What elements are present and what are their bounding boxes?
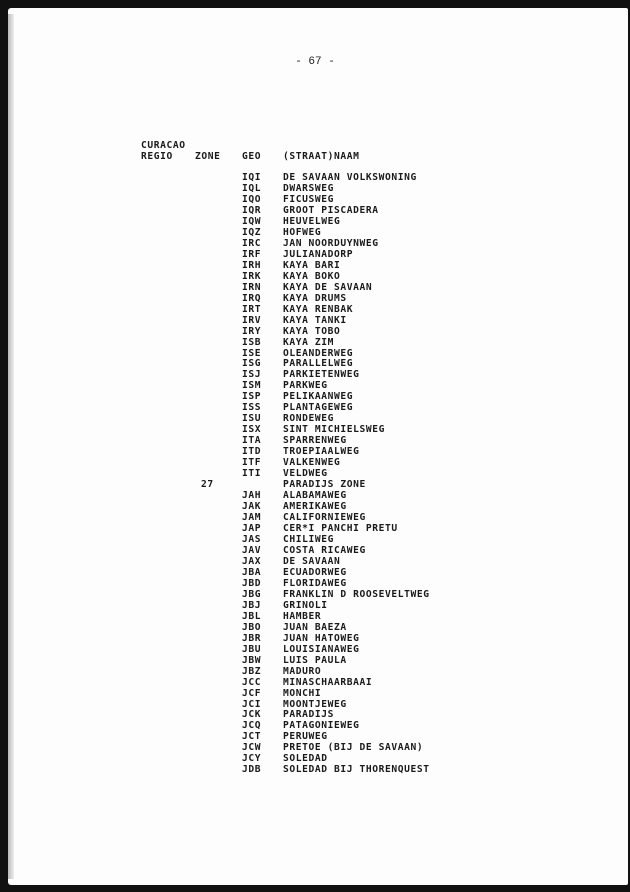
table-row (0, 338, 630, 349)
cell-geo: JBR (242, 632, 262, 644)
cell-geo: JCI (242, 698, 262, 710)
cell-naam: JAN NOORDUYNWEG (283, 237, 379, 249)
cell-naam: CHILIWEG (283, 533, 335, 545)
cell-naam: HEUVELWEG (283, 215, 341, 227)
cell-geo: JBW (242, 654, 262, 666)
cell-geo: ISM (242, 380, 262, 392)
cell-geo: JAP (242, 523, 262, 534)
cell-geo: ISE (242, 347, 262, 359)
cell-geo: IRF (242, 248, 262, 260)
cell-zone: 27 (201, 479, 214, 491)
cell-geo: IRC (242, 237, 262, 249)
cell-geo: IQL (242, 182, 262, 194)
cell-geo: ISS (242, 402, 262, 414)
table-row (0, 689, 630, 700)
table-row (0, 305, 630, 316)
cell-geo: IQR (242, 204, 262, 216)
cell-naam: ALABAMAWEG (283, 490, 347, 502)
cell-naam: CER*I PANCHI PRETU (283, 523, 398, 534)
cell-naam: HAMBER (283, 610, 322, 622)
cell-geo: IRN (242, 281, 262, 293)
street-table (0, 173, 630, 776)
cell-geo: JCC (242, 676, 262, 688)
cell-geo: IRK (242, 270, 262, 282)
cell-geo: JBD (242, 577, 262, 589)
table-row (0, 316, 630, 327)
table-row (0, 327, 630, 338)
cell-naam: MADURO (283, 665, 322, 677)
cell-naam: KAYA RENBAK (283, 303, 354, 315)
cell-naam: JUAN HATOWEG (283, 632, 360, 644)
cell-geo: ISP (242, 391, 262, 403)
cell-geo: ITA (242, 435, 262, 447)
cell-geo: JAX (242, 555, 262, 567)
cell-naam: MOONTJEWEG (283, 698, 347, 710)
cell-naam: DE SAVAAN (283, 555, 341, 567)
cell-geo: JBJ (242, 599, 262, 611)
cell-naam: DE SAVAAN VOLKSWONING (283, 172, 417, 183)
cell-geo: IQW (242, 215, 262, 227)
cell-naam: SPARRENWEG (283, 435, 347, 447)
cell-geo: JAH (242, 490, 262, 502)
table-row (0, 294, 630, 305)
table-row (0, 765, 630, 776)
cell-geo: IRY (242, 325, 262, 337)
cell-naam: CALIFORNIEWEG (283, 512, 366, 524)
cell-geo: ITF (242, 457, 262, 469)
table-row (0, 667, 630, 678)
table-row (0, 678, 630, 689)
cell-geo: JCY (242, 753, 262, 765)
cell-geo: ITD (242, 446, 262, 458)
cell-geo: JBL (242, 610, 262, 622)
cell-naam: TROEPIAALWEG (283, 446, 360, 458)
cell-naam: ECUADORWEG (283, 566, 347, 578)
cell-geo: IQZ (242, 226, 262, 238)
cell-geo: ISJ (242, 369, 262, 381)
cell-naam: DWARSWEG (283, 182, 335, 194)
cell-naam: VELDWEG (283, 468, 328, 480)
cell-geo: ISU (242, 413, 262, 425)
cell-naam: SINT MICHIELSWEG (283, 424, 386, 436)
cell-geo: IQI (242, 172, 262, 183)
cell-naam: PERUWEG (283, 731, 328, 743)
cell-geo: JBO (242, 621, 262, 633)
cell-naam: OLEANDERWEG (283, 347, 354, 359)
cell-naam: KAYA BARI (283, 259, 341, 271)
table-row (0, 634, 630, 645)
cell-geo: ISB (242, 336, 262, 348)
cell-geo: JCF (242, 687, 262, 699)
cell-geo: JAS (242, 533, 262, 545)
cell-naam: KAYA DRUMS (283, 292, 347, 304)
cell-naam: JULIANADORP (283, 248, 354, 260)
cell-naam: KAYA BOKO (283, 270, 341, 282)
cell-geo: JBG (242, 588, 262, 600)
cell-geo: JAV (242, 544, 262, 556)
cell-naam: LOUISIANAWEG (283, 643, 360, 655)
cell-naam: MINASCHAARBAAI (283, 676, 373, 688)
table-row (0, 283, 630, 294)
cell-geo: JAK (242, 501, 262, 513)
table-row (0, 645, 630, 656)
cell-naam: VALKENWEG (283, 457, 341, 469)
cell-naam: JUAN BAEZA (283, 621, 347, 633)
cell-naam: PELIKAANWEG (283, 391, 354, 403)
cell-geo: JBZ (242, 665, 262, 677)
cell-naam: AMERIKAWEG (283, 501, 347, 513)
cell-naam: FRANKLIN D ROOSEVELTWEG (283, 588, 430, 600)
cell-naam: PARKIETENWEG (283, 369, 360, 381)
cell-geo: IRH (242, 259, 262, 271)
cell-geo: ITI (242, 468, 262, 480)
header-zone: ZONE (195, 151, 221, 162)
cell-geo: JAM (242, 512, 262, 524)
cell-naam: LUIS PAULA (283, 654, 347, 666)
cell-naam: GRINOLI (283, 599, 328, 611)
table-row (0, 656, 630, 667)
cell-geo: ISX (242, 424, 262, 436)
cell-naam: COSTA RICAWEG (283, 544, 366, 556)
cell-naam: KAYA DE SAVAAN (283, 281, 373, 293)
cell-geo: IRQ (242, 292, 262, 304)
cell-naam: PARALLELWEG (283, 358, 354, 370)
region-title: CURACAO (141, 140, 186, 151)
cell-naam: PARADIJS (283, 709, 335, 721)
cell-geo: IRV (242, 314, 262, 326)
cell-naam: KAYA TANKI (283, 314, 347, 326)
cell-geo: IQO (242, 193, 262, 205)
cell-geo: JCK (242, 709, 262, 721)
cell-naam: FICUSWEG (283, 193, 335, 205)
page-number: - 67 - (295, 56, 335, 68)
cell-geo: IRT (242, 303, 262, 315)
cell-geo: JBA (242, 566, 262, 578)
cell-geo: ISG (242, 358, 262, 370)
cell-naam: GROOT PISCADERA (283, 204, 379, 216)
cell-naam: SOLEDAD BIJ THORENQUEST (283, 764, 430, 776)
cell-naam: KAYA TOBO (283, 325, 341, 337)
cell-geo: JCW (242, 742, 262, 754)
cell-naam: SOLEDAD (283, 753, 328, 765)
cell-naam: PARKWEG (283, 380, 328, 392)
cell-naam: HOFWEG (283, 226, 322, 238)
cell-naam: FLORIDAWEG (283, 577, 347, 589)
cell-geo: JDB (242, 764, 262, 776)
header-geo: GEO (242, 151, 262, 162)
cell-geo: JCT (242, 731, 262, 743)
cell-naam: RONDEWEG (283, 413, 335, 425)
cell-naam: PRETOE (BIJ DE SAVAAN) (283, 742, 424, 754)
cell-naam: KAYA ZIM (283, 336, 335, 348)
cell-naam: PARADIJS ZONE (283, 479, 366, 491)
header-regio: REGIO (141, 151, 173, 162)
cell-geo: JCQ (242, 720, 262, 732)
cell-geo: JBU (242, 643, 262, 655)
cell-naam: PATAGONIEWEG (283, 720, 360, 732)
header-naam: (STRAAT)NAAM (283, 151, 360, 162)
cell-naam: MONCHI (283, 687, 322, 699)
cell-naam: PLANTAGEWEG (283, 402, 354, 414)
